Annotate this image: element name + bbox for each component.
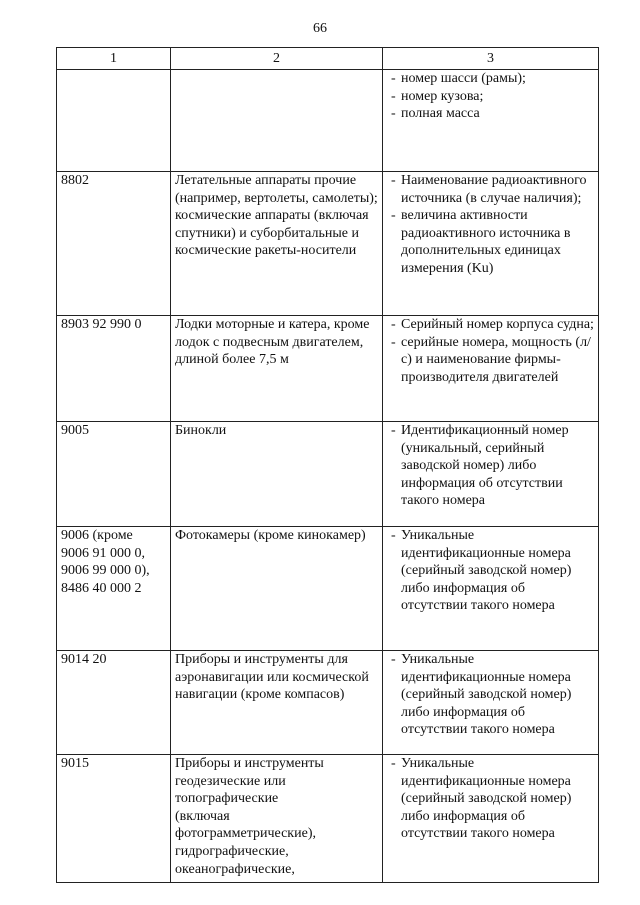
attribute-item: - серийные номера, мощность (л/с) и наименование фирмы-производителя двигателей xyxy=(387,334,594,387)
table-row xyxy=(57,316,599,422)
column-header-1: 1 xyxy=(57,48,171,70)
goods-name-cell: Приборы и инструменты для аэронавигации или космической навигации (кроме компасов) xyxy=(171,651,383,755)
attribute-item: - Серийный номер корпуса судна; xyxy=(387,316,594,334)
hs-code-line: 9006 (кроме xyxy=(61,528,133,543)
attribute-item: - Уникальные идентификационные номера (серийный заводской номер) либо информация об отсутствии такого номера xyxy=(387,651,594,739)
goods-name-cell: Фотокамеры (кроме кинокамер) xyxy=(171,527,383,651)
table-row xyxy=(57,527,599,651)
attribute-item: - номер шасси (рамы); xyxy=(387,70,594,88)
hs-code-line: 8486 40 000 2 xyxy=(61,580,142,596)
goods-name-line: Приборы и инструменты xyxy=(175,756,324,771)
hs-code-line: 9006 99 000 0), xyxy=(61,563,150,579)
column-header-2: 2 xyxy=(171,48,383,70)
goods-name-line: океанографические, xyxy=(175,861,295,877)
goods-name-cell: Летательные аппараты прочие (например, вертолеты, самолеты); космические аппараты (включая спутники) и суборбитальные и космические ракеты-носители xyxy=(171,172,383,316)
table-row xyxy=(57,422,599,527)
column-header-3: 3 xyxy=(383,48,599,70)
table-row xyxy=(57,651,599,755)
hs-code-cell: 9015 xyxy=(57,755,171,883)
page-number: 66 xyxy=(313,21,327,36)
hs-code-cell xyxy=(57,70,171,172)
table-row xyxy=(57,70,599,172)
hs-code-cell: 9005 xyxy=(57,422,171,527)
goods-name-line: гидрографические, xyxy=(175,843,289,859)
goods-name-cell: Лодки моторные и катера, кроме лодок с подвесным двигателем, длиной более 7,5 м xyxy=(171,316,383,422)
attribute-item: - Уникальные идентификационные номера (серийный заводской номер) либо информация об отсутствии такого номера xyxy=(387,527,594,615)
table-header-row xyxy=(57,48,599,70)
goods-name-line: (включая xyxy=(175,808,230,824)
table-row xyxy=(57,755,599,883)
goods-name-cell xyxy=(171,70,383,172)
goods-table xyxy=(56,47,599,883)
goods-name-cell xyxy=(171,755,383,883)
attributes-cell xyxy=(383,651,599,755)
goods-name-line: геодезические или xyxy=(175,773,286,789)
attribute-item: - Идентификационный номер (уникальный, серийный заводской номер) либо информация об отсутствии такого номера xyxy=(387,422,594,510)
attribute-item: - номер кузова; xyxy=(387,88,594,106)
goods-name-cell: Бинокли xyxy=(171,422,383,527)
table-row xyxy=(57,172,599,316)
attributes-cell xyxy=(383,70,599,172)
hs-code-cell xyxy=(57,527,171,651)
goods-name-line: фотограмметрические), xyxy=(175,826,316,842)
attribute-item: - Уникальные идентификационные номера (серийный заводской номер) либо информация об отсутствии такого номера xyxy=(387,755,594,843)
hs-code-cell: 8802 xyxy=(57,172,171,316)
attribute-item: - полная масса xyxy=(387,105,594,123)
attributes-cell xyxy=(383,422,599,527)
hs-code-cell: 8903 92 990 0 xyxy=(57,316,171,422)
attributes-cell xyxy=(383,316,599,422)
attributes-cell xyxy=(383,172,599,316)
attributes-cell xyxy=(383,755,599,883)
attribute-item: - величина активности радиоактивного источника в дополнительных единицах измерения (Ku) xyxy=(387,207,594,277)
attribute-item: - Наименование радиоактивного источника (в случае наличия); xyxy=(387,172,594,207)
attributes-cell xyxy=(383,527,599,651)
hs-code-line: 9006 91 000 0, xyxy=(61,545,145,561)
goods-name-line: топографические xyxy=(175,791,279,807)
hs-code-cell: 9014 20 xyxy=(57,651,171,755)
